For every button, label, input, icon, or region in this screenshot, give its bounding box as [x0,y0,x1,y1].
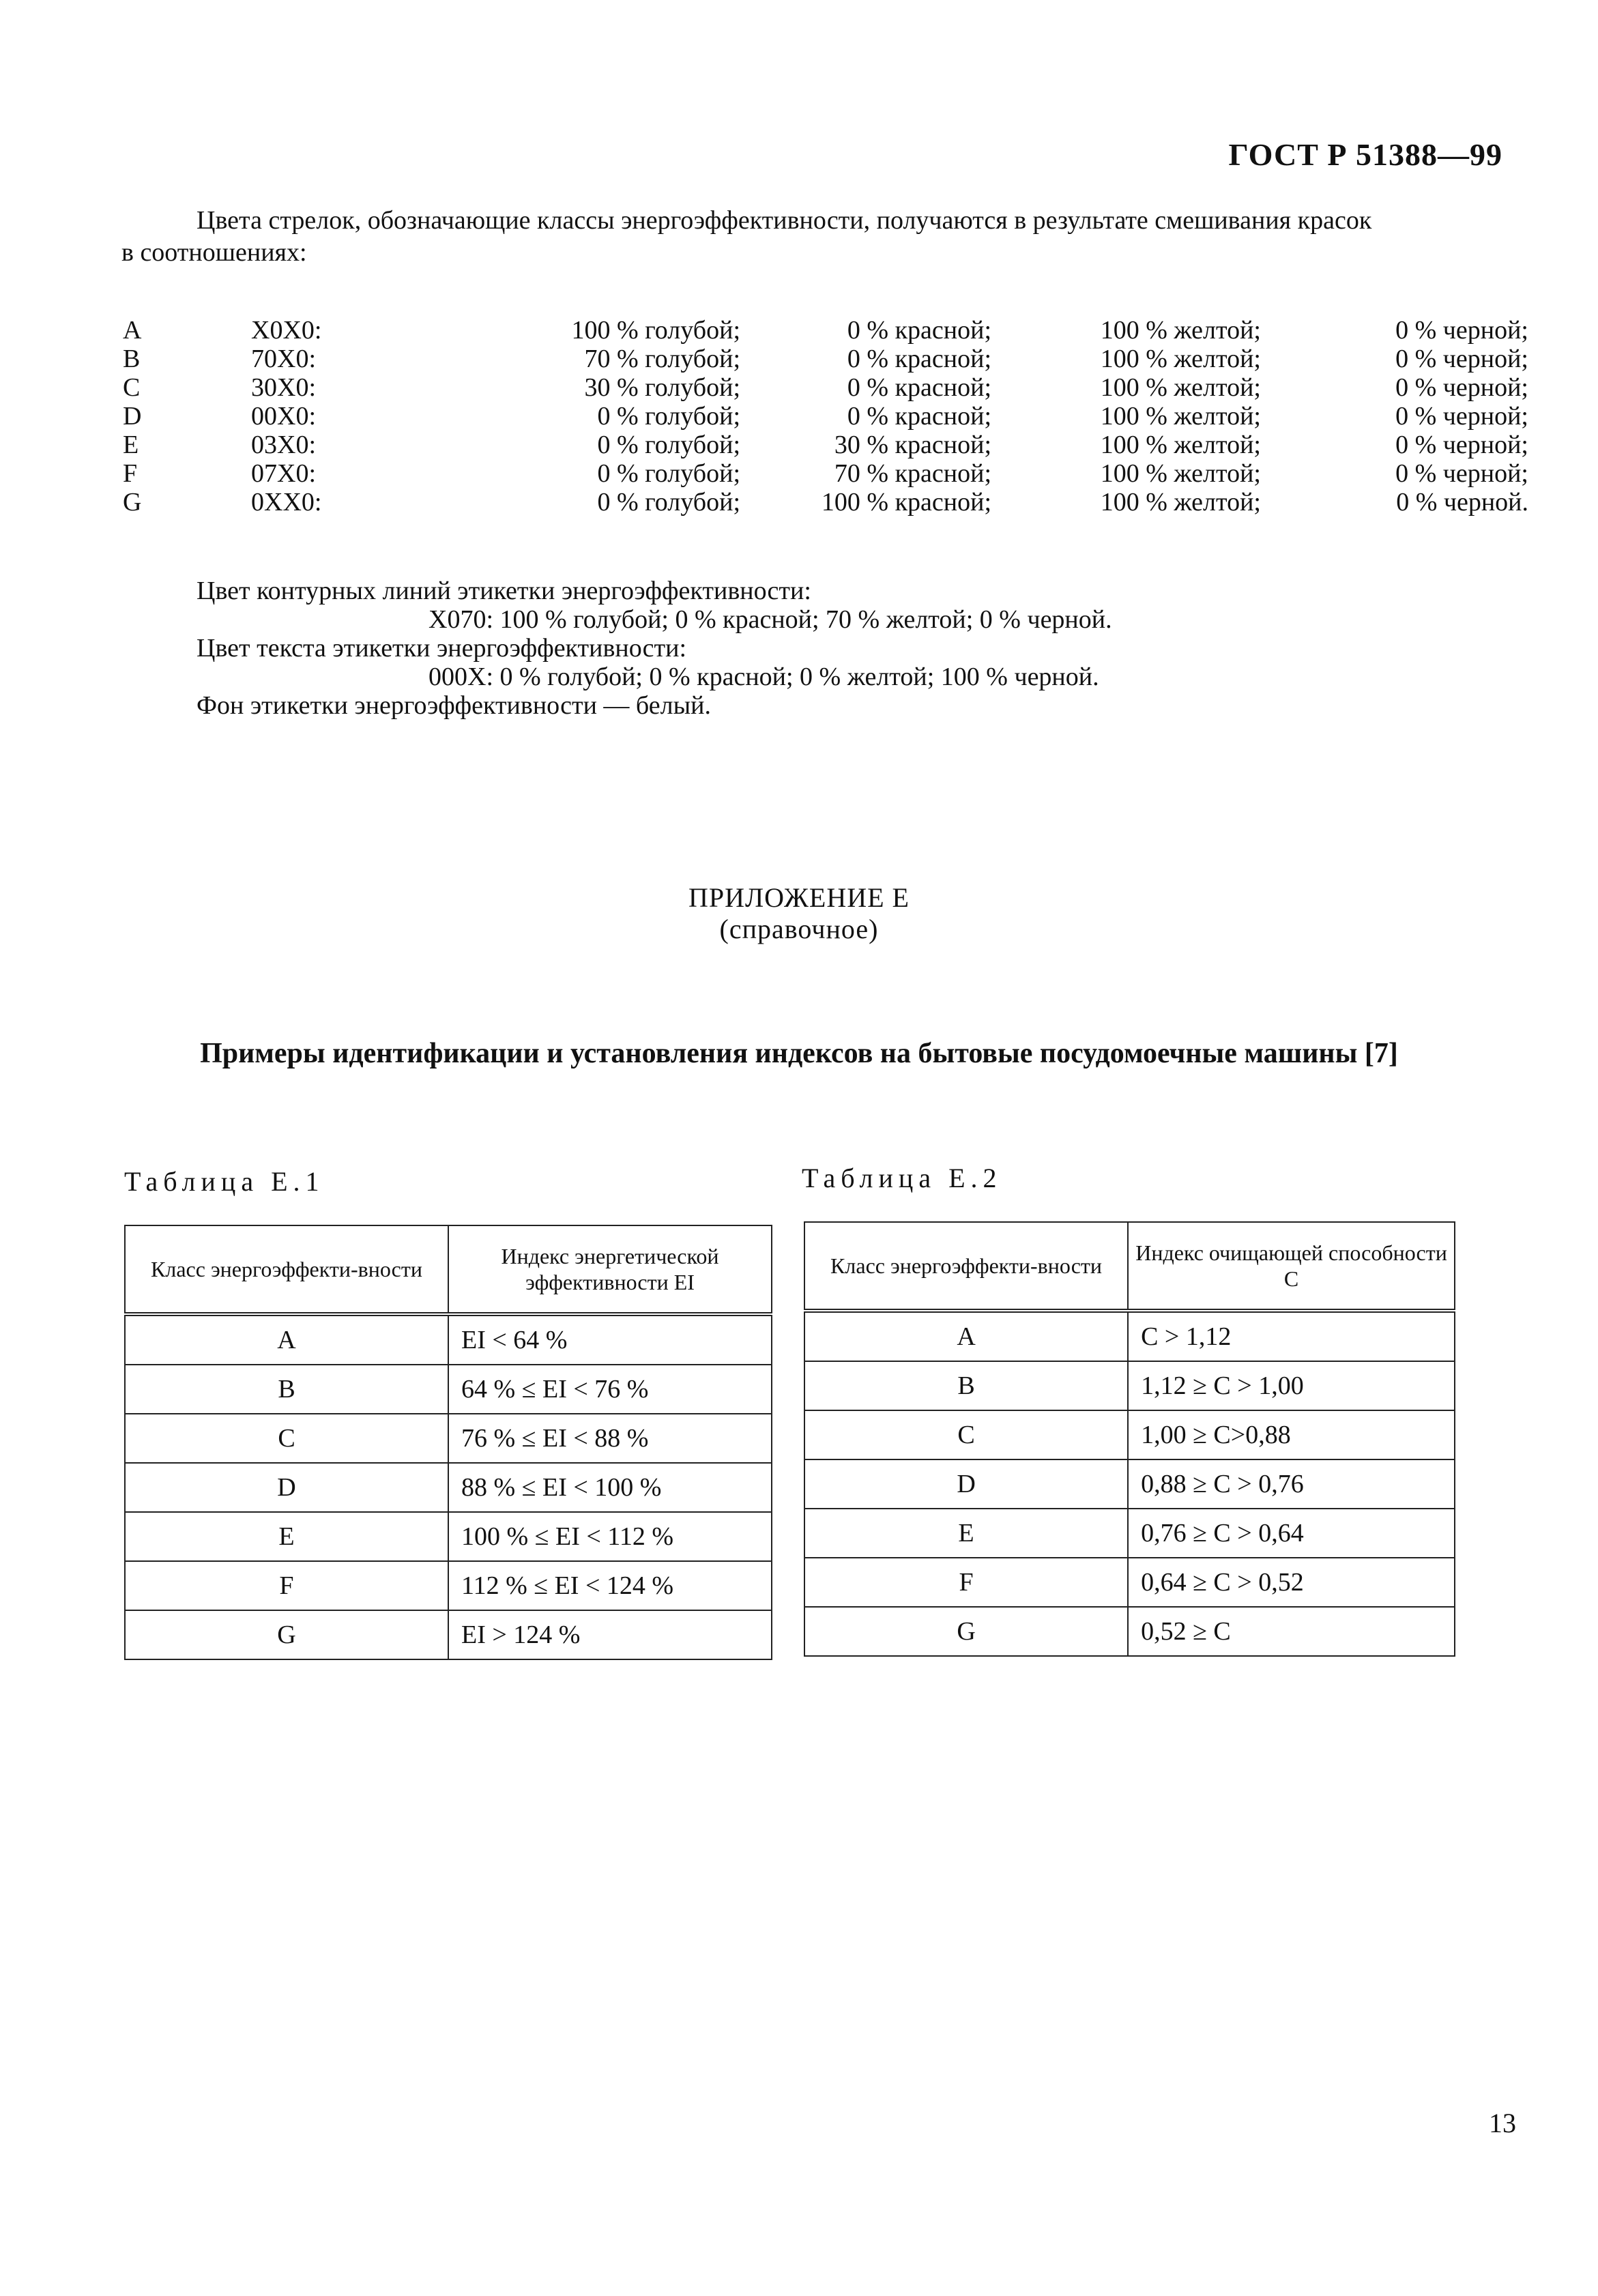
table-row [804,1558,1455,1607]
background-note: Фон этикетки энергоэффективности — белый. [197,691,711,720]
red-percent: 0 % красной; [847,316,991,345]
document-header: ГОСТ Р 51388—99 [1228,137,1502,172]
class-cell: C [125,1414,448,1463]
intro-line-1: Цвета стрелок, обозначающие классы энергоэффективности, получаются в результате смешивания красок [197,206,1372,235]
yellow-percent: 100 % желтой; [1100,316,1261,345]
color-code: 00X0: [251,402,316,431]
black-percent: 0 % черной; [1395,345,1528,373]
class-cell: E [804,1509,1128,1558]
table-row [125,1561,772,1610]
table-row [804,1311,1455,1361]
black-percent: 0 % черной; [1395,373,1528,402]
index-cell: EI > 124 % [448,1610,772,1659]
class-cell: D [125,1463,448,1512]
black-percent: 0 % черной; [1395,459,1528,488]
black-percent: 0 % черной; [1395,402,1528,431]
color-code: X0X0: [251,316,322,345]
cyan-percent: 0 % голубой; [597,459,740,488]
section-title: Примеры идентификации и установления индексов на бытовые посудомоечные машины [7] [200,1038,1398,1069]
color-code: 30X0: [251,373,316,402]
class-letter: D [123,402,142,431]
class-cell: F [804,1558,1128,1607]
table-e2 [804,1221,1455,1657]
red-percent: 70 % красной; [834,459,991,488]
class-letter: C [123,373,141,402]
cyan-percent: 0 % голубой; [597,402,740,431]
table-row [804,1410,1455,1459]
black-percent: 0 % черной. [1396,488,1528,517]
class-cell: C [804,1410,1128,1459]
color-code: 03X0: [251,431,316,459]
table-header-row [125,1225,772,1314]
index-cell: 0,88 ≥ C > 0,76 [1128,1459,1455,1509]
table-row [125,1512,772,1561]
column-header-class: Класс энергоэффекти-вности [125,1225,448,1314]
appendix-title: ПРИЛОЖЕНИЕ Е [688,882,910,913]
index-cell: 88 % ≤ EI < 100 % [448,1463,772,1512]
cyan-percent: 70 % голубой; [584,345,740,373]
table-row [804,1459,1455,1509]
red-percent: 0 % красной; [847,345,991,373]
yellow-percent: 100 % желтой; [1100,488,1261,517]
index-cell: 64 % ≤ EI < 76 % [448,1365,772,1414]
yellow-percent: 100 % желтой; [1100,402,1261,431]
text-color-heading: Цвет текста этикетки энергоэффективности: [197,634,687,663]
table-row [804,1607,1455,1656]
index-cell: 0,64 ≥ C > 0,52 [1128,1558,1455,1607]
table-row [125,1414,772,1463]
column-header-class: Класс энергоэффекти-вности [804,1222,1128,1311]
black-percent: 0 % черной; [1395,316,1528,345]
table-header-row [804,1222,1455,1311]
table-row [125,1463,772,1512]
table-row [804,1361,1455,1410]
class-cell: B [804,1361,1128,1410]
yellow-percent: 100 % желтой; [1100,459,1261,488]
class-letter: A [123,316,142,345]
class-cell: B [125,1365,448,1414]
class-cell: G [804,1607,1128,1656]
yellow-percent: 100 % желтой; [1100,345,1261,373]
column-header-index: Индекс энергетической эффективности EI [448,1225,772,1314]
text-color-value: 000X: 0 % голубой; 0 % красной; 0 % желтой; 100 % черной. [428,663,1099,691]
red-percent: 100 % красной; [821,488,991,517]
table-e1-caption: Таблица Е.1 [124,1166,325,1197]
index-cell: 1,00 ≥ C>0,88 [1128,1410,1455,1459]
red-percent: 0 % красной; [847,402,991,431]
color-code: 70X0: [251,345,316,373]
black-percent: 0 % черной; [1395,431,1528,459]
class-cell: E [125,1512,448,1561]
table-e1 [124,1225,772,1660]
class-cell: A [125,1314,448,1365]
table-e2-caption: Таблица Е.2 [802,1163,1002,1193]
color-code: 07X0: [251,459,316,488]
table-row [804,1509,1455,1558]
contour-color-value: X070: 100 % голубой; 0 % красной; 70 % желтой; 0 % черной. [428,605,1112,634]
index-cell: 0,76 ≥ C > 0,64 [1128,1509,1455,1558]
appendix-heading [0,882,1598,945]
index-cell: 100 % ≤ EI < 112 % [448,1512,772,1561]
class-cell: F [125,1561,448,1610]
index-cell: EI < 64 % [448,1314,772,1365]
appendix-subtitle: (справочное) [719,914,879,944]
index-cell: 76 % ≤ EI < 88 % [448,1414,772,1463]
cyan-percent: 30 % голубой; [584,373,740,402]
intro-line-2: в соотношениях: [121,238,307,267]
page-number: 13 [1489,2108,1516,2138]
table-row [125,1610,772,1659]
intro-paragraph [121,205,1507,269]
table-row [125,1314,772,1365]
red-percent: 30 % красной; [834,431,991,459]
index-cell: C > 1,12 [1128,1311,1455,1361]
column-header-index: Индекс очищающей способности C [1128,1222,1455,1311]
index-cell: 1,12 ≥ C > 1,00 [1128,1361,1455,1410]
cyan-percent: 0 % голубой; [597,488,740,517]
color-code: 0XX0: [251,488,322,517]
class-letter: G [123,488,142,517]
index-cell: 112 % ≤ EI < 124 % [448,1561,772,1610]
red-percent: 0 % красной; [847,373,991,402]
class-cell: G [125,1610,448,1659]
yellow-percent: 100 % желтой; [1100,373,1261,402]
class-letter: B [123,345,141,373]
index-cell: 0,52 ≥ C [1128,1607,1455,1656]
yellow-percent: 100 % желтой; [1100,431,1261,459]
cyan-percent: 100 % голубой; [571,316,740,345]
table-row [125,1365,772,1414]
contour-color-heading: Цвет контурных линий этикетки энергоэффективности: [197,577,811,605]
class-cell: D [804,1459,1128,1509]
cyan-percent: 0 % голубой; [597,431,740,459]
class-letter: E [123,431,139,459]
label-colors-block [197,577,1112,720]
class-cell: A [804,1311,1128,1361]
class-letter: F [123,459,138,488]
